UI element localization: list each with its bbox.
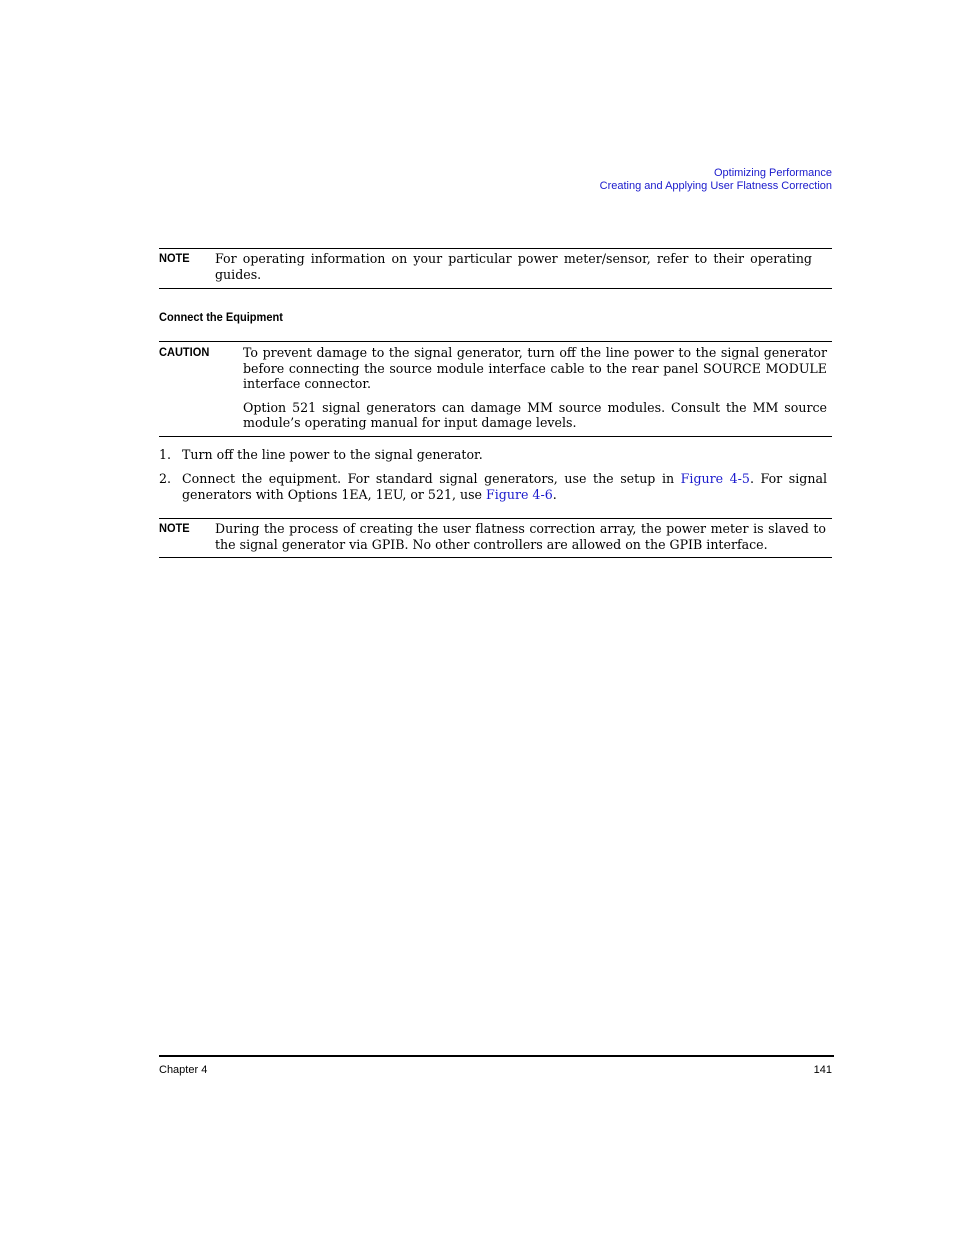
note1-text (215, 251, 812, 282)
step-2-text-a: Connect the equipment. For standard signal generators, use the setup in (182, 471, 681, 486)
note2-label: NOTE (159, 521, 190, 535)
caution-text (243, 345, 827, 431)
section-heading: Connect the Equipment (159, 310, 283, 324)
note2-top-rule (159, 518, 832, 519)
note1-label: NOTE (159, 251, 190, 265)
step-2-text-c: . (552, 486, 557, 502)
page-number: 141 (813, 1064, 832, 1076)
caution-paragraph-1: To prevent damage to the signal generator, turn off the line power to the signal generator before connecting the source module interface cable to the rear panel SOURCE MODULE interface connector. (243, 345, 827, 391)
running-header (600, 167, 832, 192)
header-chapter-title[interactable]: Optimizing Performance (714, 167, 832, 179)
caution-top-rule (159, 341, 832, 342)
note1-bottom-rule (159, 288, 832, 289)
figure-4-6-link[interactable]: Figure 4-6 (486, 486, 553, 502)
step-2-text (182, 471, 827, 502)
footer-chapter: Chapter 4 (159, 1064, 208, 1076)
list-item-step-1 (159, 447, 827, 463)
note2-bottom-rule (159, 557, 832, 558)
note2-paragraph: During the process of creating the user flatness correction array, the power meter is slaved to the signal generator via GPIB. No other controllers are allowed on the GPIB interface. (215, 521, 826, 552)
footer-rule (159, 1055, 834, 1057)
step-2-number: 2. (159, 471, 172, 486)
note1-top-rule (159, 248, 832, 249)
note2-text (215, 521, 826, 552)
figure-4-5-link[interactable]: Figure 4-5 (680, 471, 750, 486)
caution-bottom-rule (159, 436, 832, 437)
step-2-text-b: . For signal generators with Options 1EA, 1EU, or 521, use (182, 471, 827, 502)
step-1-text: Turn off the line power to the signal generator. (182, 447, 483, 462)
step-1-number: 1. (159, 447, 172, 462)
list-item-step-2 (159, 471, 827, 502)
caution-paragraph-2: Option 521 signal generators can damage MM source modules. Consult the MM source module’s operating manual for input damage levels. (243, 399, 827, 430)
header-section-title[interactable]: Creating and Applying User Flatness Correction (599, 179, 832, 192)
note1-paragraph: For operating information on your particular power meter/sensor, refer to their operating guides. (215, 251, 812, 282)
caution-label: CAUTION (159, 345, 210, 359)
